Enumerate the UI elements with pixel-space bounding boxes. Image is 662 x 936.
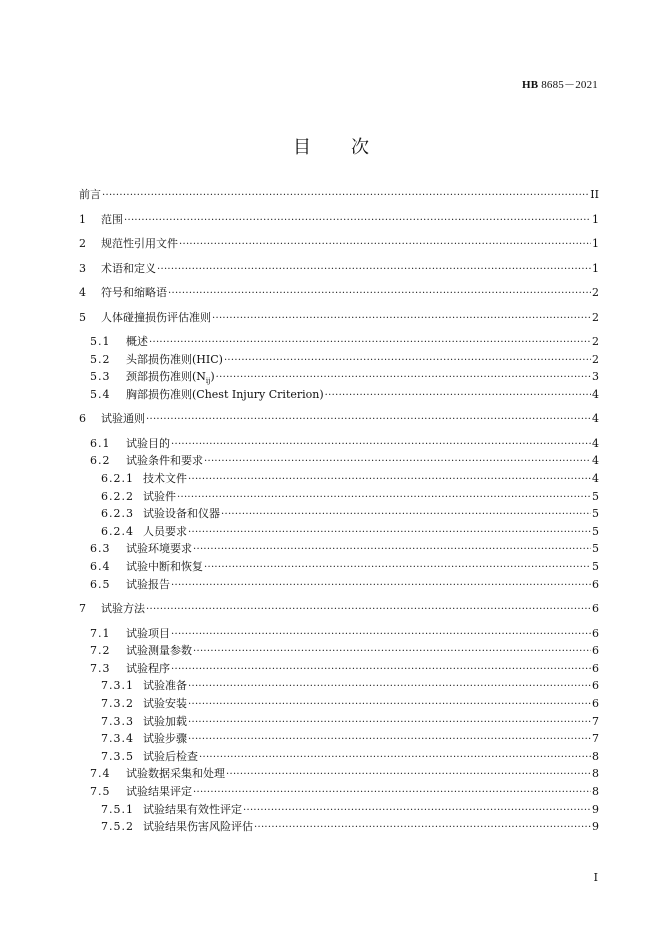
toc-entry[interactable]	[79, 436, 599, 452]
toc-entry[interactable]	[79, 577, 599, 593]
toc-entry-title-text: 人体碰撞损伤评估准则	[101, 310, 211, 324]
toc-entry-title	[101, 285, 167, 301]
toc-entry-title	[126, 334, 148, 350]
toc-leader-dots	[188, 472, 591, 488]
toc-entry-title	[143, 731, 187, 747]
toc-entry-title-text: 试验结果评定	[126, 785, 192, 798]
toc-entry-number: 7	[79, 602, 86, 616]
toc-entry-number: 7.2	[90, 644, 111, 658]
toc-entry-title	[126, 643, 192, 659]
toc-entry-page: 4	[592, 436, 599, 450]
toc-leader-dots	[146, 602, 591, 618]
toc-entry-title-text: 头部损伤准则(HIC)	[126, 352, 223, 366]
toc-entry-title	[126, 453, 203, 469]
toc-entry[interactable]	[79, 731, 599, 747]
toc-entry-page: 5	[592, 524, 599, 538]
page-number: I	[593, 871, 598, 884]
toc-entry-title-text: 试验准备	[143, 679, 187, 693]
toc-entry-title	[143, 524, 187, 540]
toc-entry-title-text: 试验结果有效性评定	[143, 802, 242, 816]
toc-entry-title	[126, 352, 223, 368]
toc-entry-page: 8	[592, 785, 599, 798]
toc-entry[interactable]	[79, 819, 599, 835]
toc-entry[interactable]	[79, 489, 599, 505]
document-code-number: 8685－2021	[538, 79, 598, 91]
toc-entry-title	[126, 436, 170, 452]
toc-entry-subscript: ij	[205, 377, 211, 386]
toc-entry-page: II	[590, 188, 599, 201]
toc-entry-title	[101, 236, 178, 252]
toc-entry-title	[143, 802, 242, 818]
toc-entry-number: 7.5.2	[101, 820, 134, 834]
toc-entry-number: 7.3.4	[101, 732, 134, 746]
toc-entry-title	[143, 819, 253, 835]
toc-leader-dots	[171, 578, 591, 594]
toc-entry-number: 5.4	[90, 387, 111, 401]
toc-entry-number: 6.2.4	[101, 524, 134, 538]
toc-entry-title-text: 试验数据采集和处理	[126, 767, 225, 781]
toc-entry-title	[126, 626, 170, 642]
toc-entry-title	[126, 559, 203, 575]
toc-leader-dots	[254, 820, 591, 836]
toc-leader-dots	[212, 311, 591, 327]
toc-entry[interactable]	[79, 714, 599, 730]
toc-entry-number: 6.4	[90, 560, 111, 573]
toc-entry-page: 6	[592, 697, 599, 710]
toc-entry-title-text: 试验件	[143, 489, 176, 503]
toc-entry-title	[126, 387, 324, 403]
toc-entry-page: 1	[592, 261, 599, 275]
toc-entry-number: 6.1	[90, 436, 111, 450]
toc-title: 目次	[293, 137, 409, 158]
toc-entry-number: 6.2.1	[101, 472, 134, 485]
toc-leader-dots	[226, 767, 591, 783]
toc-entry-number: 7.3	[90, 661, 111, 675]
toc-entry-number: 5	[79, 310, 86, 324]
toc-entry[interactable]	[79, 453, 599, 469]
toc-entry[interactable]	[79, 285, 599, 301]
toc-entry-title-text: 规范性引用文件	[101, 237, 178, 250]
toc-entry[interactable]	[79, 643, 599, 659]
toc-leader-dots	[124, 213, 591, 229]
toc-entry-title-text: 技术文件	[143, 472, 187, 485]
toc-entry[interactable]	[79, 352, 599, 368]
toc-entry[interactable]	[79, 749, 599, 765]
toc-entry-title-text: 颈部损伤准则(N	[126, 370, 206, 384]
toc-entry-number: 3	[79, 261, 86, 275]
toc-leader-dots	[171, 627, 591, 643]
toc-entry-page: 4	[592, 454, 599, 468]
toc-entry-number: 5.1	[90, 335, 111, 348]
toc-entry-number: 7.3.3	[101, 714, 134, 728]
toc-entry-number: 6.5	[90, 577, 111, 591]
toc-entry-title	[79, 187, 101, 203]
toc-leader-dots	[149, 335, 591, 351]
toc-entry-title-text: 试验目的	[126, 436, 170, 450]
toc-entry-number: 5.2	[90, 352, 111, 366]
toc-entry-title-text: 试验结果伤害风险评估	[143, 820, 253, 834]
toc-entry-title-text: 试验程序	[126, 661, 170, 675]
toc-entry-page: 6	[592, 644, 599, 658]
toc-entry-page: 6	[592, 679, 599, 693]
toc-entry[interactable]	[79, 261, 599, 277]
toc-entry-title	[143, 471, 187, 487]
toc-entry-page: 2	[592, 352, 599, 366]
toc-entry-title-text: 试验安装	[143, 697, 187, 710]
toc-entry-title-text: 试验后检查	[143, 749, 198, 763]
toc-entry-page: 7	[592, 732, 599, 746]
toc-entry-title	[126, 766, 225, 782]
toc-entry-page: 1	[592, 237, 599, 250]
toc-leader-dots	[188, 679, 591, 695]
toc-entry-title	[143, 714, 187, 730]
toc-entry-page: 9	[592, 820, 599, 834]
toc-entry-number: 6.2	[90, 454, 111, 468]
toc-entry-page: 9	[592, 802, 599, 816]
toc-entry-number: 7.4	[90, 767, 111, 781]
toc-leader-dots	[204, 454, 591, 470]
toc-leader-dots	[193, 542, 591, 558]
toc-entry-title-text: 概述	[126, 335, 148, 348]
toc-leader-dots	[325, 388, 591, 404]
toc-entry-page: 2	[592, 335, 599, 348]
toc-entry-page: 2	[592, 310, 599, 324]
toc-leader-dots	[188, 697, 591, 713]
toc-entry-page: 5	[592, 489, 599, 503]
toc-leader-dots	[243, 803, 591, 819]
toc-entry-title-text: 前言	[79, 188, 101, 201]
toc-entry[interactable]	[79, 626, 599, 642]
toc-entry-page: 7	[592, 714, 599, 728]
toc-entry-title	[143, 749, 198, 765]
toc-entry[interactable]	[79, 212, 599, 228]
toc-entry[interactable]	[79, 784, 599, 800]
document-code-prefix: HB	[521, 79, 539, 91]
toc-entry-title-text: 试验通则	[101, 412, 145, 426]
toc-entry[interactable]	[79, 601, 599, 617]
toc-entry-title-text: 试验设备和仪器	[143, 507, 220, 521]
toc-leader-dots	[171, 662, 591, 678]
toc-leader-dots	[188, 715, 591, 731]
toc-entry-title	[126, 541, 192, 557]
toc-entry-number: 7.3.2	[101, 697, 134, 710]
toc-entry[interactable]	[79, 236, 599, 252]
toc-entry-title-text: 试验环境要求	[126, 542, 192, 556]
toc-leader-dots	[199, 750, 591, 766]
toc-entry[interactable]	[79, 766, 599, 782]
toc-leader-dots	[177, 490, 591, 506]
toc-leader-dots	[193, 644, 591, 660]
toc-leader-dots	[179, 237, 591, 253]
toc-entry[interactable]	[79, 802, 599, 818]
toc-entry-page: 5	[592, 542, 599, 556]
toc-entry-number: 1	[79, 212, 86, 226]
toc-entry-title	[143, 696, 187, 712]
toc-entry-title-suffix: )	[210, 370, 215, 384]
toc-entry[interactable]	[79, 187, 599, 203]
toc-entry-title	[126, 577, 170, 593]
toc-entry-page: 8	[592, 767, 599, 781]
toc-entry-title-text: 试验加载	[143, 714, 187, 728]
toc-entry[interactable]	[79, 678, 599, 694]
toc-entry-page: 5	[592, 507, 599, 521]
toc-entry[interactable]	[79, 411, 599, 427]
toc-entry[interactable]	[79, 696, 599, 712]
toc-entry-title	[101, 212, 123, 228]
toc-entry[interactable]	[79, 524, 599, 540]
toc-entry[interactable]	[79, 661, 599, 677]
toc-leader-dots	[204, 560, 591, 576]
toc-entry-title-text: 试验条件和要求	[126, 454, 203, 468]
toc-entry-title	[126, 784, 192, 800]
toc-entry-number: 7.5.1	[101, 802, 134, 816]
toc-entry-title-text: 试验方法	[101, 602, 145, 616]
toc-entry-number: 7.3.5	[101, 749, 134, 763]
toc-entry-page: 5	[592, 560, 599, 573]
toc-entry-number: 6	[79, 412, 86, 426]
toc-leader-dots	[188, 525, 591, 541]
toc-entry-number: 7.3.1	[101, 679, 134, 693]
toc-entry-title	[126, 661, 170, 677]
toc-entry-title-text: 试验项目	[126, 626, 170, 640]
toc-leader-dots	[146, 412, 591, 428]
toc-entry-title	[101, 601, 145, 617]
toc-entry-page: 6	[592, 602, 599, 616]
toc-entry-title	[143, 678, 187, 694]
toc-leader-dots	[168, 286, 591, 302]
toc-entry-title-text: 范围	[101, 212, 123, 226]
toc-entry-title	[143, 506, 220, 522]
toc-entry-title-text: 胸部损伤准则(Chest Injury Criterion)	[126, 387, 324, 401]
toc-leader-dots	[157, 262, 591, 278]
toc-entry-title-text: 试验测量参数	[126, 644, 192, 658]
toc-entry-number: 7.5	[90, 785, 111, 798]
toc-entry-title	[101, 261, 156, 277]
toc-leader-dots	[102, 188, 589, 204]
toc-entry-number: 4	[79, 286, 86, 299]
toc-entry[interactable]	[79, 559, 599, 575]
toc-entry-number: 6.2.3	[101, 507, 134, 521]
toc-entry[interactable]	[79, 310, 599, 326]
toc-entry-page: 4	[592, 472, 599, 485]
toc-entry-page: 1	[592, 212, 599, 226]
toc-entry[interactable]	[79, 506, 599, 522]
toc-entry-page: 4	[592, 412, 599, 426]
toc-entry-page: 2	[592, 286, 599, 299]
toc-leader-dots	[188, 732, 591, 748]
toc-entry-title-text: 符号和缩略语	[101, 286, 167, 299]
toc-entry[interactable]	[79, 471, 599, 487]
toc-leader-dots	[224, 353, 591, 369]
toc-entry[interactable]	[79, 541, 599, 557]
toc-entry-title-text: 试验步骤	[143, 732, 187, 746]
toc-entry[interactable]	[79, 334, 599, 350]
toc-entry-title	[101, 411, 145, 427]
toc-entry-number: 5.3	[90, 370, 111, 384]
toc-entry-title-text: 试验报告	[126, 577, 170, 591]
toc-entry-number: 6.2.2	[101, 489, 134, 503]
document-code	[522, 76, 598, 92]
toc-entry-page: 6	[592, 661, 599, 675]
toc-entry[interactable]	[79, 369, 599, 385]
toc-leader-dots	[216, 370, 591, 386]
toc-leader-dots	[193, 785, 591, 801]
toc-entry-title	[143, 489, 176, 505]
toc-entry-page: 6	[592, 626, 599, 640]
toc-entry-title-text: 人员要求	[143, 524, 187, 538]
toc-entry-number: 2	[79, 237, 86, 250]
toc-entry-page: 4	[592, 387, 599, 401]
toc-entry-title-text: 试验中断和恢复	[126, 560, 203, 573]
toc-leader-dots	[221, 507, 591, 523]
toc-leader-dots	[171, 437, 591, 453]
toc-entry-title-text: 术语和定义	[101, 261, 156, 275]
toc-entry-page: 6	[592, 577, 599, 591]
toc-entry[interactable]	[79, 387, 599, 403]
toc-entry-number: 6.3	[90, 542, 111, 556]
toc-entry-number: 7.1	[90, 626, 111, 640]
toc-entry-page: 8	[592, 749, 599, 763]
toc-entry-title	[101, 310, 211, 326]
toc-entry-page: 3	[592, 370, 599, 384]
